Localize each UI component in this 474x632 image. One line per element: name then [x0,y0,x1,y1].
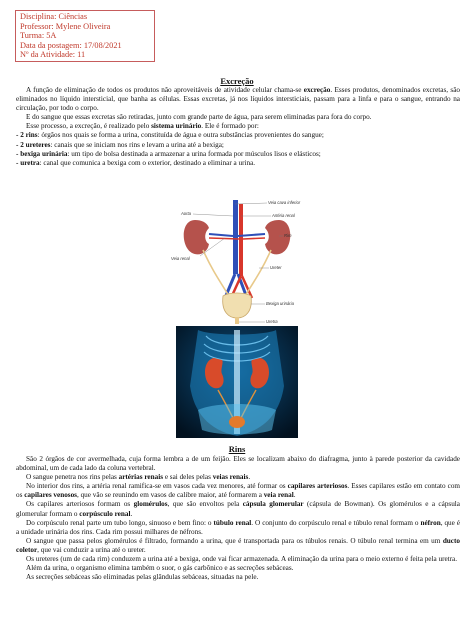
text-span: O sangue que passa pelos glomérulos é filtrado, formando a urina, que é transportada para os túbulos renais. O túbulo renal termina em um [26,536,443,545]
bold-term: - 2 ureteres [16,140,51,149]
vena-cava-vessel [233,200,238,274]
bold-term: ducto coletor [16,536,460,554]
list-item-uretra [16,159,460,168]
text-span: . O conjunto do corpúsculo renal e túbulo renal formam o [251,518,421,527]
bold-term: sistema urinário [151,122,202,131]
label-ureter: Ureter [270,265,282,270]
paragraph-rins-4 [16,500,460,518]
body-kidney-illustration [176,326,298,438]
label-renal-artery: Artéria renal [272,213,295,218]
list-item-bexiga [16,150,460,159]
paragraph-rins-9 [16,573,460,582]
section-excrecao-text [16,86,460,168]
bold-term: cápsula glomerular [242,500,304,509]
label-kidney: Rim [284,233,292,238]
text-span: Esse processo, a excreção, é realizado pelo [26,122,152,131]
paragraph-rins-8 [16,564,460,573]
text-span: . [248,473,251,482]
bold-term: - bexiga urinária [16,149,68,158]
text-span: . Esses capilares estão em contato com os [16,482,461,500]
header-class: Turma: 5A [20,31,57,41]
text-span: Do corpúsculo renal parte um tubo longo, sinuoso e bem fino: o [26,518,214,527]
label-renal-vein: Veia renal [171,256,190,261]
right-renal-artery [243,238,265,239]
text-span: São 2 órgãos de cor avermelhada, cuja forma lembra a de um feijão. Eles se localizam abaixo do diafragma, junto à parede posterior da cavidade abdominal, um de cada lado da coluna vertebral. [16,455,460,473]
text-span: e sai deles pelas [163,473,213,482]
body-illustration-svg [176,326,298,438]
label-bladder: Bexiga urinária [266,301,294,306]
paragraph-rins-1 [16,455,460,473]
urinary-bladder [223,293,252,318]
paragraph-rins-7 [16,555,460,564]
bold-term: glomérulos [133,500,168,509]
text-span: . [293,491,296,500]
bold-term: corpúsculo renal [79,509,131,518]
text-span: Os capilares arteriosos formam os [26,500,134,509]
header-activity-number: Nº da Atividade: 11 [20,50,86,60]
text-span: As secreções sebáceas são eliminadas pelas glândulas sebáceas, situadas na pele. [26,573,259,582]
bold-term: néfron [420,518,441,527]
bold-term: excreção [303,86,331,94]
header-teacher: Professor: Mylene Oliveira [20,21,111,31]
text-span: , que vai conduzir a urina até o ureter. [37,545,146,554]
text-span: No interior dos rins, a artéria renal ramifica-se em vasos cada vez menores, até formar os [26,482,288,491]
bold-term: artérias renais [118,473,164,482]
paragraph-excrecao-1 [16,86,460,113]
paragraph-rins-6 [16,537,460,555]
text-span: , que vão se reunindo em vasos de calibre maior, até formarem a [76,491,264,500]
list-item-rins [16,131,460,140]
left-renal-vein [209,234,233,236]
bladder-3d [229,416,245,428]
text-span: . Ele é formado por: [201,122,259,131]
text-span: . [130,509,133,518]
section-title-excrecao: Excreção [220,76,254,86]
bold-term: capilares arteriosos [287,482,348,491]
label-vena-cava: Veia cava inferior [268,200,301,205]
label-urethra: Uretra [266,319,278,324]
list-item-ureteres [16,141,460,150]
text-span: A função de eliminação de todos os produtos não aproveitáveis de atividade celular chama-se [26,86,304,94]
text-span: Os ureteres (um de cada rim) conduzem a urina até a bexiga, onde vai ficar armazenada. A eliminação da urina para o meio externo é feita pela uretra. [26,555,458,564]
header-info-box [15,10,155,62]
urinary-diagram-svg [155,198,325,324]
text-span: O sangue penetra nos rins pelas [26,473,119,482]
urinary-system-diagram [155,198,325,324]
paragraph-rins-5 [16,519,460,537]
label-aorta: Aorta [181,211,192,216]
header-discipline: Disciplina: Ciências [20,12,88,21]
bold-term: veias renais [212,473,249,482]
text-span: : canal que comunica a bexiga com o exterior, destinado a eliminar a urina. [39,158,256,167]
left-ureter [203,250,229,296]
section-rins-text [16,455,460,582]
text-span: , que são envoltos pela [167,500,243,509]
urethra-tube [235,317,239,324]
section-title-rins: Rins [228,444,246,454]
left-kidney [184,220,209,254]
header-date: Data da postagem: 17/08/2021 [20,40,122,50]
paragraph-rins-2 [16,473,460,482]
bold-term: - 2 rins [16,131,38,140]
text-span: Além da urina, o organismo elimina também o suor, o gás carbônico e as secreções sebáceas. [26,564,294,573]
bold-term: - uretra [16,158,40,167]
text-span: (cápsula de Bowman). Os glomérulos e a cápsula glomerular formam o [16,500,460,518]
bold-term: túbulo renal [213,518,252,527]
right-ureter [245,250,271,296]
text-span: , que é a unidade urinária dos rins. Cada rim possui milhares de néfrons. [16,518,460,536]
bold-term: veia renal [263,491,294,500]
aorta-vessel [239,204,243,276]
paragraph-rins-3 [16,482,460,500]
paragraph-excrecao-3 [16,122,460,131]
bold-term: capilares venosos [24,491,77,500]
text-span: : um tipo de bolsa destinada a armazenar a urina formada por músculos lisos e elásticos; [67,149,321,158]
paragraph-excrecao-2: E do sangue que essas excretas são retiradas, junto com grande parte de água, para serem eliminadas para fora do corpo. [26,113,372,122]
text-span: . Esses produtos, denominados excretas, são eliminados no líquido intersticial, que banha as células. Essas excretas, já nos líquidos intersticiais, passam para a linfa e para o sangue, entrando na circulação, por todo o corpo. [16,86,460,113]
text-span: : canais que se iniciam nos rins e levam a urina até a bexiga; [50,140,224,149]
text-span: : órgãos nos quais se forma a urina, constituída de água e outra substâncias provenientes do sangue; [37,131,324,140]
